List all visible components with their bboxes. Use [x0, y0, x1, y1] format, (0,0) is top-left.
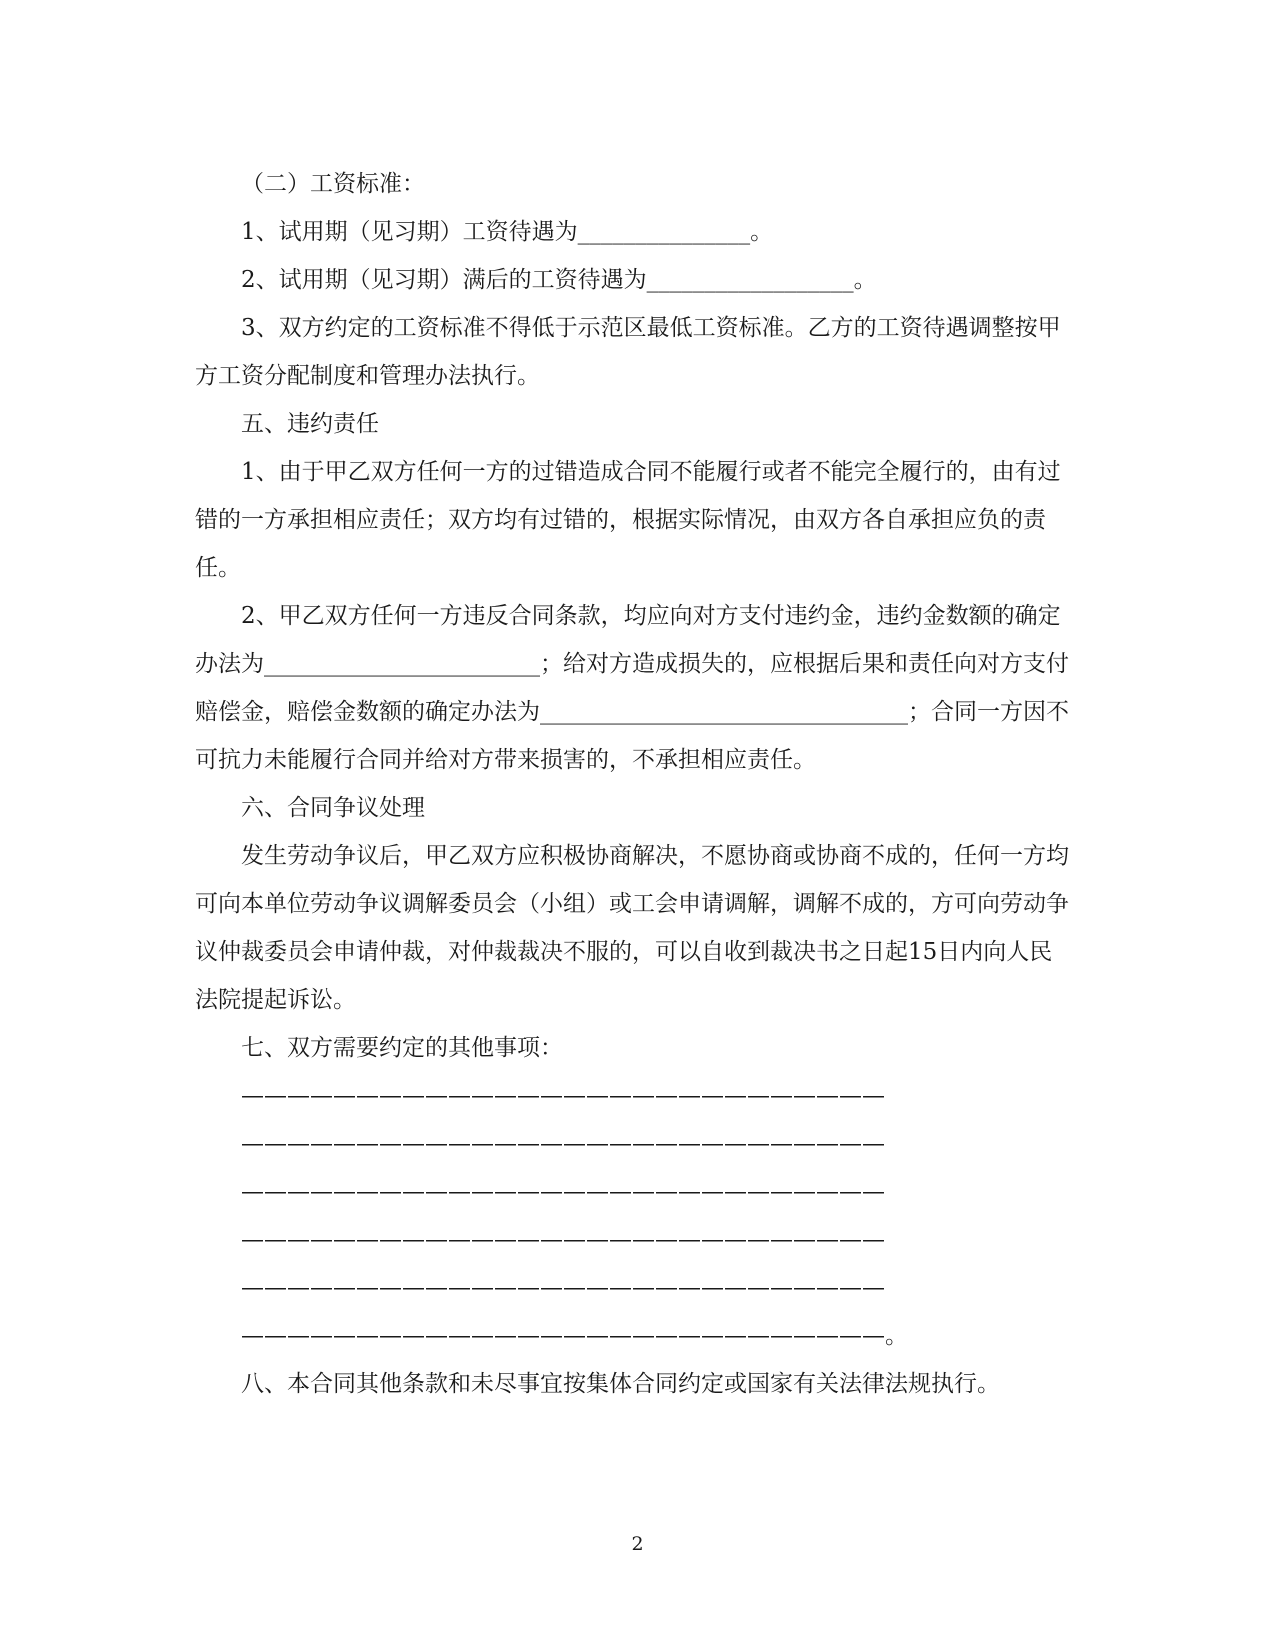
- blank-line: ————————————————————————————: [241, 1227, 885, 1253]
- section-other-matters-heading: 七、双方需要约定的其他事项：: [241, 1035, 563, 1061]
- clause-post-probation-wage: 2、试用期（见习期）满后的工资待遇为__________________。: [241, 267, 877, 293]
- blank-line: ————————————————————————————: [241, 1083, 885, 1109]
- section-wage-standard-heading: （二）工资标准：: [241, 171, 425, 197]
- document-body: [195, 160, 1075, 1408]
- blank-line: ————————————————————————————: [241, 1131, 885, 1157]
- blank-line: ————————————————————————————。: [241, 1323, 908, 1349]
- clause-penalty: 2、甲乙双方任何一方违反合同条款，均应向对方支付违约金，违约金数额的确定办法为________________________；给对方造成损失的，应根据后果和责任向对方支付赔偿金，赔偿金数额的确定办法为________________________________；合同一方因不可抗力未能履行合同并给对方带来损害的，不承担相应责任。: [195, 603, 1069, 773]
- clause-closing: 八、本合同其他条款和未尽事宜按集体合同约定或国家有关法律法规执行。: [241, 1371, 1000, 1397]
- clause-fault-liability: 1、由于甲乙双方任何一方的过错造成合同不能履行或者不能完全履行的，由有过错的一方承担相应责任；双方均有过错的，根据实际情况，由双方各自承担应负的责任。: [195, 459, 1061, 581]
- blank-line: ————————————————————————————: [241, 1275, 885, 1301]
- section-liability-heading: 五、违约责任: [241, 411, 379, 437]
- clause-probation-wage: 1、试用期（见习期）工资待遇为_______________。: [241, 219, 774, 245]
- clause-dispute-resolution: 发生劳动争议后，甲乙双方应积极协商解决，不愿协商或协商不成的，任何一方均可向本单位劳动争议调解委员会（小组）或工会申请调解，调解不成的，方可向劳动争议仲裁委员会申请仲裁，对仲裁裁决不服的，可以自收到裁决书之日起15日内向人民法院提起诉讼。: [195, 843, 1069, 1013]
- page-number: 2: [631, 1533, 644, 1555]
- blank-line: ————————————————————————————: [241, 1179, 885, 1205]
- section-dispute-heading: 六、合同争议处理: [241, 795, 425, 821]
- clause-minimum-wage: 3、双方约定的工资标准不得低于示范区最低工资标准。乙方的工资待遇调整按甲方工资分配制度和管理办法执行。: [195, 315, 1061, 389]
